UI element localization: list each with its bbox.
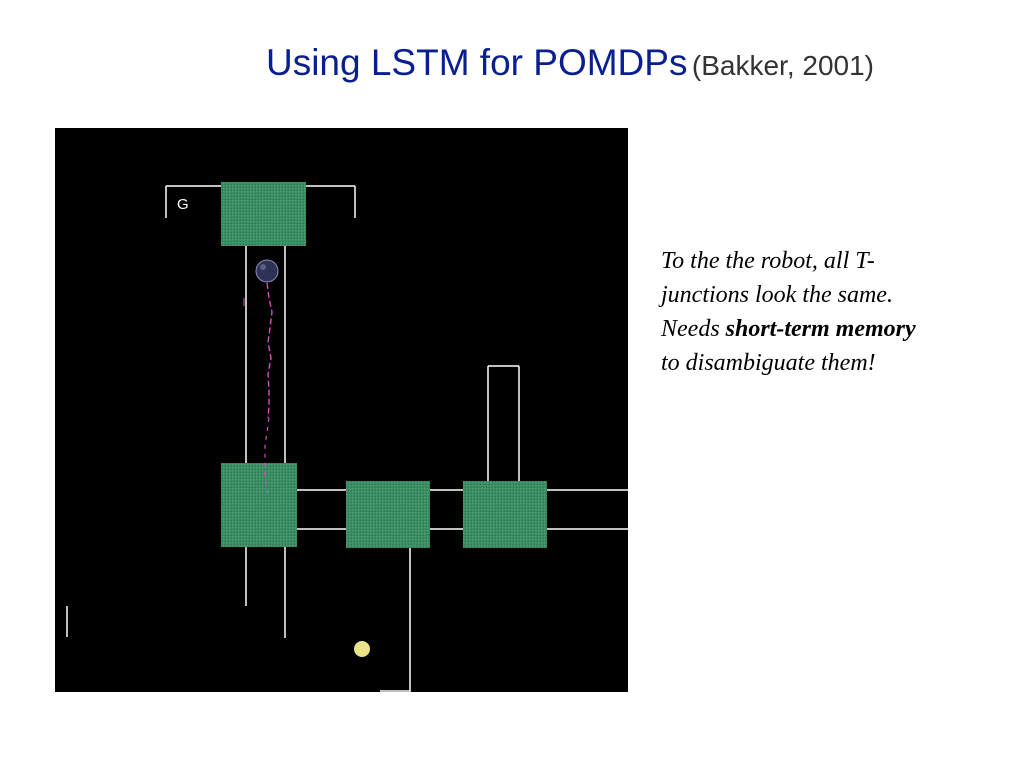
title-main: Using LSTM for POMDPs xyxy=(265,42,688,83)
goal-label: G xyxy=(177,196,189,213)
caption-line-3-prefix: Needs xyxy=(661,316,726,342)
caption-line-1: To the the robot, all T- xyxy=(661,248,875,274)
caption-line-4: to disambiguate them! xyxy=(661,350,876,376)
caption-line-2: junctions look the same. xyxy=(661,282,893,308)
goal-junction xyxy=(221,182,306,246)
t-junction-2 xyxy=(346,481,430,548)
caption xyxy=(661,244,1001,380)
robot-highlight xyxy=(260,264,266,270)
target-dot xyxy=(354,641,370,657)
robot-icon xyxy=(256,260,278,282)
title-citation: (Bakker, 2001) xyxy=(691,50,875,81)
t-junction-3 xyxy=(463,481,547,548)
caption-emphasis: short-term memory xyxy=(725,316,916,342)
maze-figure xyxy=(55,128,628,692)
maze-background xyxy=(55,128,628,692)
caption-line-3 xyxy=(661,312,1001,346)
t-junction-1 xyxy=(221,463,297,547)
slide-title xyxy=(0,42,1024,84)
